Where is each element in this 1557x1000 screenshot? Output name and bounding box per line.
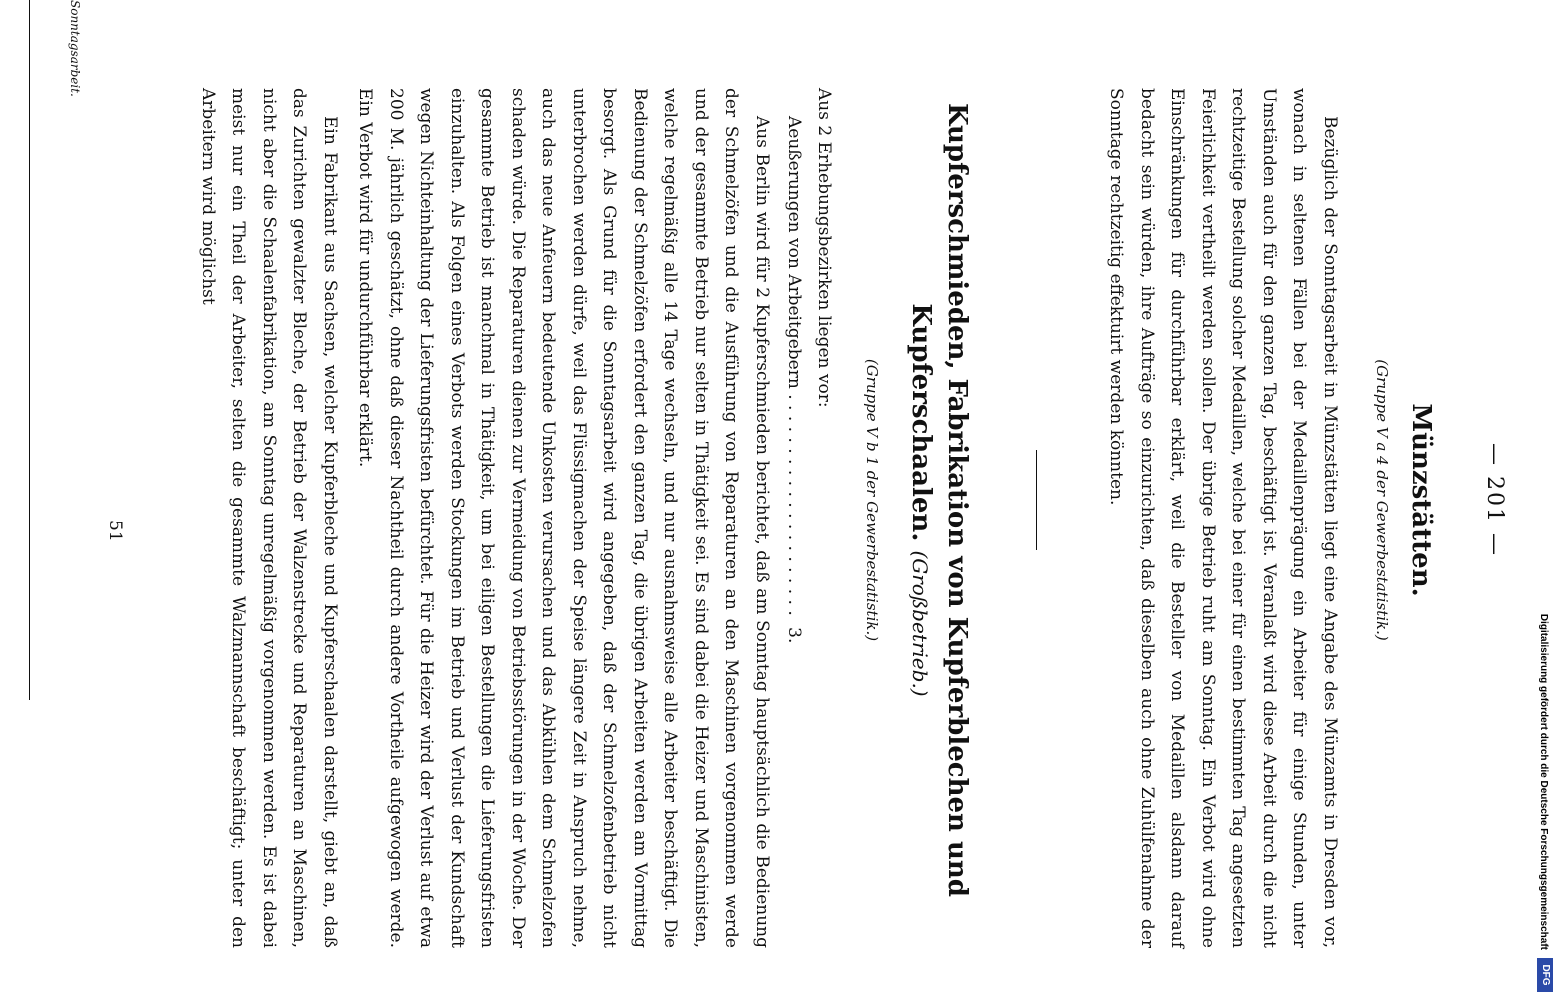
section-group-kupferschmieden: (Gruppe V b 1 der Gewerbestatistik.) <box>863 358 881 642</box>
section-title-muenzstaetten: Münzstätten. <box>1406 403 1436 597</box>
section-title-line2-main: Kupferschaalen. <box>906 303 936 542</box>
paragraph-sachsen: Ein Fabrikant aus Sachsen, welcher Kupferbleche und Kupferschaalen darstellt, giebt an, daß das Zurichten gewalzter Bleche, der Betrieb der Walzenstrecke und Reparaturen an Maschinen, nicht aber die Schaalenfabrikation, am Sonntag unregelmäßig vorgenommen werden. Es ist dabei meist nur ein Theil der Arbeiter, selten die gesammte Walzmannschaft beschäftigt; unter den Arbeitern wird möglichst <box>198 88 340 948</box>
digitization-banner <box>1517 0 1557 1000</box>
bottom-rule <box>29 0 30 700</box>
section-group-muenzstaetten: (Gruppe V a 4 der Gewerbestatistik.) <box>1373 359 1391 641</box>
page-number: — 201 — <box>1482 443 1507 557</box>
section-title-line1: Kupferschmieden, Fabrikation von Kupferblechen und <box>942 102 972 897</box>
survey-count-row <box>779 116 809 916</box>
running-footer: Sonntagsarbeit. <box>68 0 82 97</box>
section-divider <box>1036 450 1037 550</box>
section-title-line2 <box>902 70 939 930</box>
sheet-number: 51 <box>105 520 125 542</box>
survey-count-label: Aeußerungen von Arbeitgebern <box>784 116 804 389</box>
paragraph-muenzstaetten: Bezüglich der Sonntagsarbeit in Münzstätten liegt eine Angabe des Münzamts in Dresden vor, wonach in seltenen Fällen bei der Medaillenprägung ein Arbeiter für einige Stunden, unter Umständen auch für den ganzen Tag, beschäftigt ist. Veranlaßt wird diese Arbeit durch die nicht rechtzeitige Bestellung solcher Medaillen, welche bei einer für einen bestimmten Tag angesetzten Feierlichkeit vertheilt werden sollen. Der übrige Betrieb ruht am Sonntag. Ein Verbot wird ohne Einschränkungen für durchführbar erklärt, weil die Besteller von Medaillen alsdann darauf bedacht sein würden, ihre Aufträge so einzurichten, daß dieselben auch ohne Zuhülfenahme der Sonntage rechtzeitig effektuirt werden könnten. <box>1106 88 1340 948</box>
section-title-suffix: (Großbetrieb.) <box>908 550 932 697</box>
scan-margin <box>0 0 27 1000</box>
survey-count-dots: . . . . . . . . . . . . . . . . . . . . . <box>784 388 804 616</box>
survey-intro: Aus 2 Erhebungsbezirken liegen vor: <box>814 88 834 408</box>
dfg-logo: DFG <box>1537 958 1553 992</box>
paragraph-berlin: Aus Berlin wird für 2 Kupferschmieden berichtet, daß am Sonntag hauptsächlich die Bedienung der Schmelzöfen und die Ausführung von Reparaturen an den Maschinen vorgenommen werde und der gesammte Betrieb nur selten in Thätigkeit sei. Es sind dabei die Heizer und Maschinisten, welche regelmäßig alle 14 Tage wechseln, und nur ausnahmsweise alle Arbeiter beschäftigt. Die Bedienung der Schmelzöfen erfordert den ganzen Tag, die übrigen Arbeiten werden am Vormittag besorgt. Als Grund für die Sonntagsarbeit wird angegeben, daß der Schmelzofenbetrieb nicht unterbrochen werden dürfe, weil das Flüssigmachen der Speise längere Zeit in Anspruch nehme, auch das neue Anfeuern bedeutende Unkosten verursachen und das Abkühlen dem Schmelzofen schaden würde. Die Reparaturen dienen zur Vermeidung von Betriebsstörungen in der Woche. Der gesammte Betrieb ist manchmal in Thätigkeit, um bei eiligen Bestellungen die Lieferungsfristen einzuhalten. Als Folgen eines Verbots werden Stockungen im Betrieb und Verlust der Kundschaft wegen Nichteinhaltung der Lieferungsfristen befürchtet. Für die Heizer wird der Verlust auf etwa 200 M. jährlich geschätzt, ohne daß dieser Nachtheil durch andere Vortheile aufgewogen werde. Ein Verbot wird für undurchführbar erklärt. <box>355 88 772 948</box>
digitization-notice: Digitalisierung gefördert durch die Deutsche Forschungsgemeinschaft <box>1538 613 1549 950</box>
section-title-kupferschmieden <box>902 70 975 930</box>
survey-count-value: 3. <box>784 627 804 644</box>
